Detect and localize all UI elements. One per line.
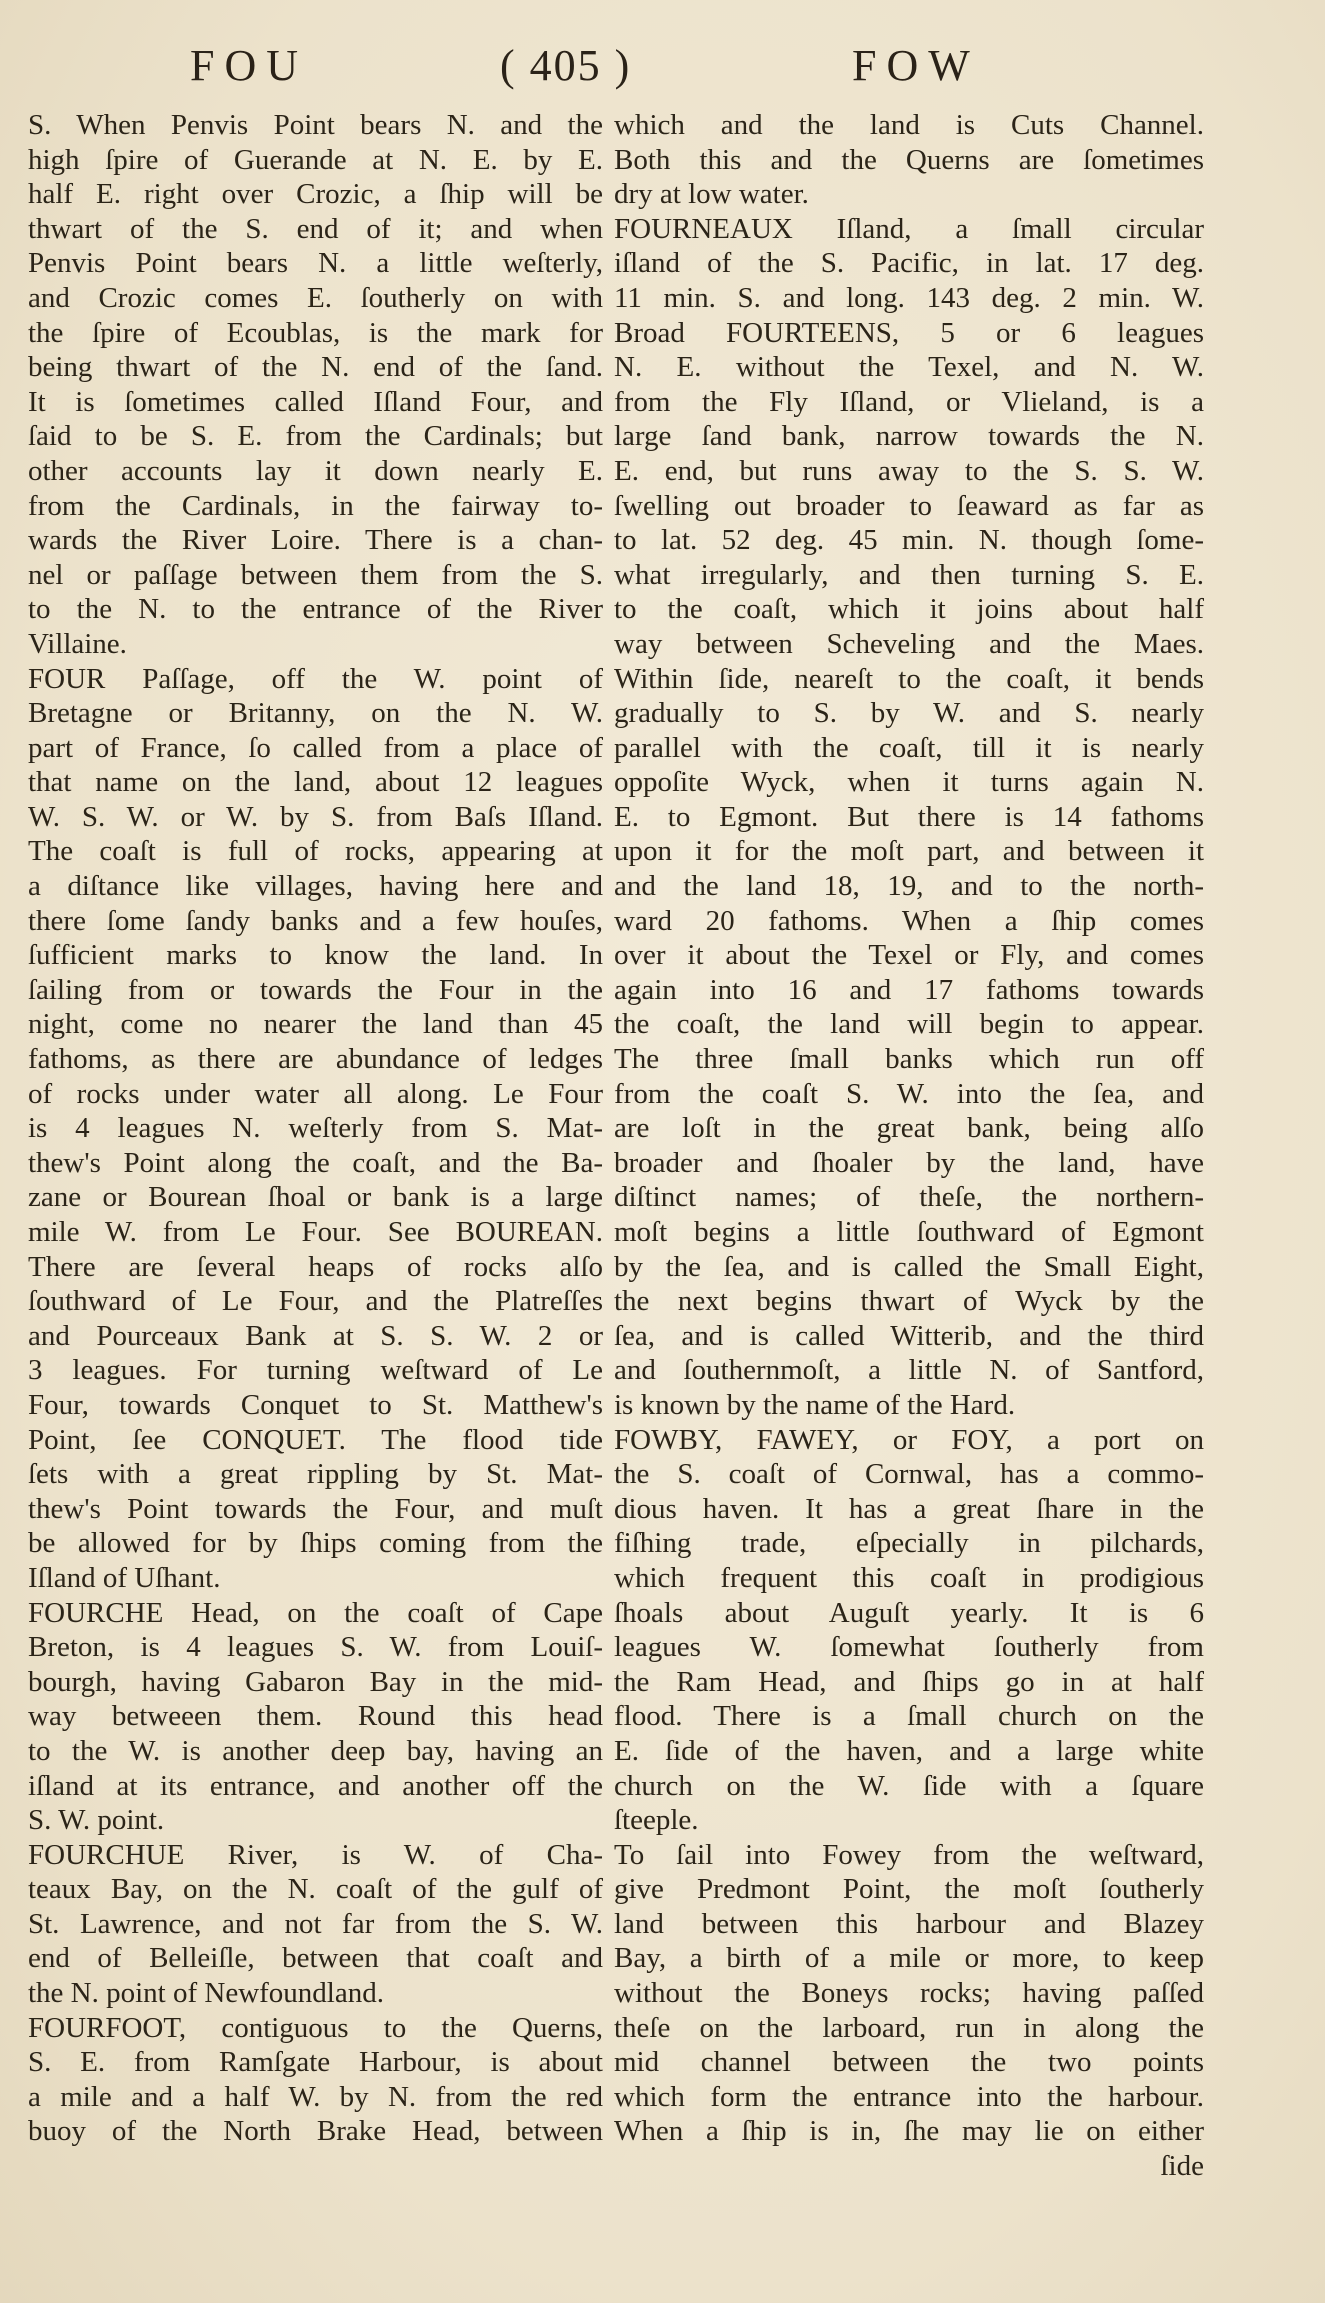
text-line: E. to Egmont. But there is 14 fathoms [614,800,1204,833]
text-line: from the Cardinals, in the fairway to- [28,489,603,522]
text-line: large ſand bank, narrow towards the N. [614,420,1204,453]
text-line: Point, ſee CONQUET. The flood tide [28,1423,603,1456]
text-line: leagues W. ſomewhat ſoutherly from [614,1631,1204,1664]
text-line: FOWBY, FAWEY, or FOY, a port on [614,1423,1204,1456]
text-line: iſland of the S. Pacific, in lat. 17 deg. [614,247,1204,280]
text-line: S. W. point. [28,1804,165,1837]
text-line: St. Lawrence, and not far from the S. W. [28,1907,603,1940]
text-line: moſt begins a little ſouthward of Egmont [614,1216,1204,1248]
text-line: there ſome ſandy banks and a few houſes, [28,904,603,937]
text-line: Breton, is 4 leagues S. W. from Louiſ- [28,1631,603,1664]
text-line: from the Fly Iſland, or Vlieland, is a [614,385,1204,418]
text-line: Within ſide, neareſt to the coaſt, it bends [614,662,1204,695]
text-line: fiſhing trade, eſpecially in pilchards, [614,1527,1204,1560]
text-line: ſaid to be S. E. from the Cardinals; but [28,420,603,453]
text-line: the S. coaſt of Cornwal, has a commo- [614,1458,1204,1491]
text-line: Villaine. [28,627,127,660]
text-line: part of France, ſo called from a place of [28,731,603,764]
text-line: diſtinct names; of theſe, the northern- [614,1181,1204,1214]
text-line: and the land 18, 19, and to the north- [614,870,1204,903]
text-line: other accounts lay it down nearly E. [28,454,603,487]
text-line: It is ſometimes called Iſland Four, and [28,385,603,418]
text-line: thew's Point along the coaſt, and the Ba- [28,1146,603,1179]
text-line: ſufficient marks to know the land. In [28,939,603,972]
text-line: and ſouthernmoſt, a little N. of Santford, [614,1354,1204,1387]
text-line: of rocks under water all along. Le Four [28,1077,603,1110]
text-line: end of Belleiſle, between that coaſt and [28,1942,603,1975]
text-line: to the W. is another deep bay, having an [28,1734,603,1767]
text-line: land between this harbour and Blazey [614,1907,1204,1940]
text-line: Bay, a birth of a mile or more, to keep [614,1942,1204,1975]
text-line: mile W. from Le Four. See BOUREAN. [28,1216,603,1248]
text-line: ſea, and is called Witterib, and the third [614,1319,1204,1352]
text-line: FOURCHE Head, on the coaſt of Cape [28,1596,603,1629]
text-line: ſets with a great rippling by St. Mat- [28,1458,603,1491]
text-line: thew's Point towards the Four, and muſt [28,1492,603,1525]
text-line: W. S. W. or W. by S. from Baſs Iſland. [28,800,603,833]
text-line: that name on the land, about 12 leagues [28,766,603,799]
text-line: mid channel between the two points [614,2046,1204,2079]
text-line: bourgh, having Gabaron Bay in the mid- [28,1665,603,1698]
text-line: which form the entrance into the harbour. [614,2080,1204,2113]
text-line: Penvis Point bears N. a little weſterly, [28,247,603,280]
text-line: the ſpire of Ecoublas, is the mark for [28,316,603,349]
text-line: dry at low water. [614,178,809,211]
text-line: broader and ſhoaler by the land, have [614,1146,1204,1179]
text-line: N. E. without the Texel, and N. W. [614,351,1204,384]
text-line: a diſtance like villages, having here and [28,870,603,903]
text-line: the N. point of Newfoundland. [28,1977,384,2010]
text-line: S. When Penvis Point bears N. and the [28,109,603,141]
text-line: the Ram Head, and ſhips go in at half [614,1665,1204,1698]
text-line: give Predmont Point, the moſt ſoutherly [614,1873,1204,1906]
text-line: the coaſt, the land will begin to appear. [614,1008,1204,1041]
text-line: ſouthward of Le Four, and the Platreſſes [28,1285,603,1318]
text-line: Iſland of Uſhant. [28,1561,221,1594]
text-line: ſteeple. [614,1804,699,1837]
text-line: fathoms, as there are abundance of ledges [28,1043,603,1076]
text-line: The three ſmall banks which run off [614,1043,1204,1076]
text-line: thwart of the S. end of it; and when [28,212,603,245]
text-line: Bretagne or Britanny, on the N. W. [28,697,603,730]
right-text-column [614,108,1204,2184]
text-line: FOURFOOT, contiguous to the Querns, [28,2011,603,2044]
text-line: gradually to S. by W. and S. nearly [614,697,1204,730]
text-line: is known by the name of the Hard. [614,1388,1016,1421]
text-line: E. end, but runs away to the S. S. W. [614,454,1204,487]
text-line: The coaſt is full of rocks, appearing at [28,835,603,868]
text-line: is 4 leagues N. weſterly from S. Mat- [28,1112,603,1145]
text-line: over it about the Texel or Fly, and comes [614,939,1204,972]
text-line: and Crozic comes E. ſoutherly on with [28,281,603,314]
text-line: zane or Bourean ſhoal or bank is a large [28,1181,603,1214]
text-line: ward 20 fathoms. When a ſhip comes [614,904,1204,937]
text-line: 11 min. S. and long. 143 deg. 2 min. W. [614,281,1204,314]
text-line: without the Boneys rocks; having paſſed [614,1977,1204,2010]
text-line: FOUR Paſſage, off the W. point of [28,662,603,695]
text-line: way betweeen them. Round this head [28,1700,603,1733]
header-left-word: FOU [190,41,309,90]
text-line: Broad FOURTEENS, 5 or 6 leagues [614,316,1204,349]
text-line: S. E. from Ramſgate Harbour, is about [28,2046,603,2079]
text-line: half E. right over Crozic, a ſhip will be [28,178,603,211]
text-line: by the ſea, and is called the Small Eight, [614,1250,1204,1283]
text-line: Four, towards Conquet to St. Matthew's [28,1388,603,1421]
text-line: flood. There is a ſmall church on the [614,1700,1204,1733]
text-line: what irregularly, and then turning S. E. [614,558,1204,591]
text-line: ſwelling out broader to ſeaward as far as [614,489,1204,522]
text-line: teaux Bay, on the N. coaſt of the gulf of [28,1873,603,1906]
text-line: are loſt in the great bank, being alſo [614,1112,1204,1145]
running-header [0,40,1325,100]
text-line: To ſail into Fowey from the weſtward, [614,1838,1204,1871]
text-line: theſe on the larboard, run in along the [614,2011,1204,2044]
text-line: buoy of the North Brake Head, between [28,2115,603,2148]
text-line: to the coaſt, which it joins about half [614,593,1204,626]
text-line: night, come no nearer the land than 45 [28,1008,603,1041]
text-line: Both this and the Querns are ſometimes [614,143,1204,176]
text-line: FOURNEAUX Iſland, a ſmall circular [614,212,1204,245]
text-line: parallel with the coaſt, till it is nearly [614,731,1204,764]
text-line: the next begins thwart of Wyck by the [614,1285,1204,1318]
text-line: wards the River Loire. There is a chan- [28,524,603,557]
page-number: ( 405 ) [500,41,632,90]
text-line: When a ſhip is in, ſhe may lie on either [614,2115,1204,2148]
text-line: to the N. to the entrance of the River [28,593,603,626]
text-line: which frequent this coaſt in prodigious [614,1561,1204,1594]
text-line: way between Scheveling and the Maes. [614,627,1204,660]
text-line: from the coaſt S. W. into the ſea, and [614,1077,1204,1110]
header-right-word: FOW [852,41,980,90]
left-text-column [28,108,603,2149]
text-line: upon it for the moſt part, and between it [614,835,1204,868]
text-line: ſhoals about Auguſt yearly. It is 6 [614,1596,1204,1629]
text-line: again into 16 and 17 fathoms towards [614,973,1204,1006]
text-line: ſide [1160,2150,1204,2183]
text-line: ſailing from or towards the Four in the [28,973,603,1006]
text-line: E. ſide of the haven, and a large white [614,1734,1204,1767]
text-line: FOURCHUE River, is W. of Cha- [28,1838,603,1871]
text-line: church on the W. ſide with a ſquare [614,1769,1204,1802]
text-line: being thwart of the N. end of the ſand. [28,351,603,384]
text-line: 3 leagues. For turning weſtward of Le [28,1354,603,1387]
text-line: high ſpire of Guerande at N. E. by E. [28,143,603,176]
text-line: oppoſite Wyck, when it turns again N. [614,766,1204,799]
text-line: a mile and a half W. by N. from the red [28,2080,603,2113]
text-line: dious haven. It has a great ſhare in the [614,1492,1204,1525]
text-line: to lat. 52 deg. 45 min. N. though ſome- [614,524,1204,557]
text-line: which and the land is Cuts Channel. [614,109,1204,141]
text-line: be allowed for by ſhips coming from the [28,1527,603,1560]
text-line: There are ſeveral heaps of rocks alſo [28,1250,603,1283]
text-line: and Pourceaux Bank at S. S. W. 2 or [28,1319,603,1352]
text-line: iſland at its entrance, and another off the [28,1769,603,1802]
text-line: nel or paſſage between them from the S. [28,558,603,591]
